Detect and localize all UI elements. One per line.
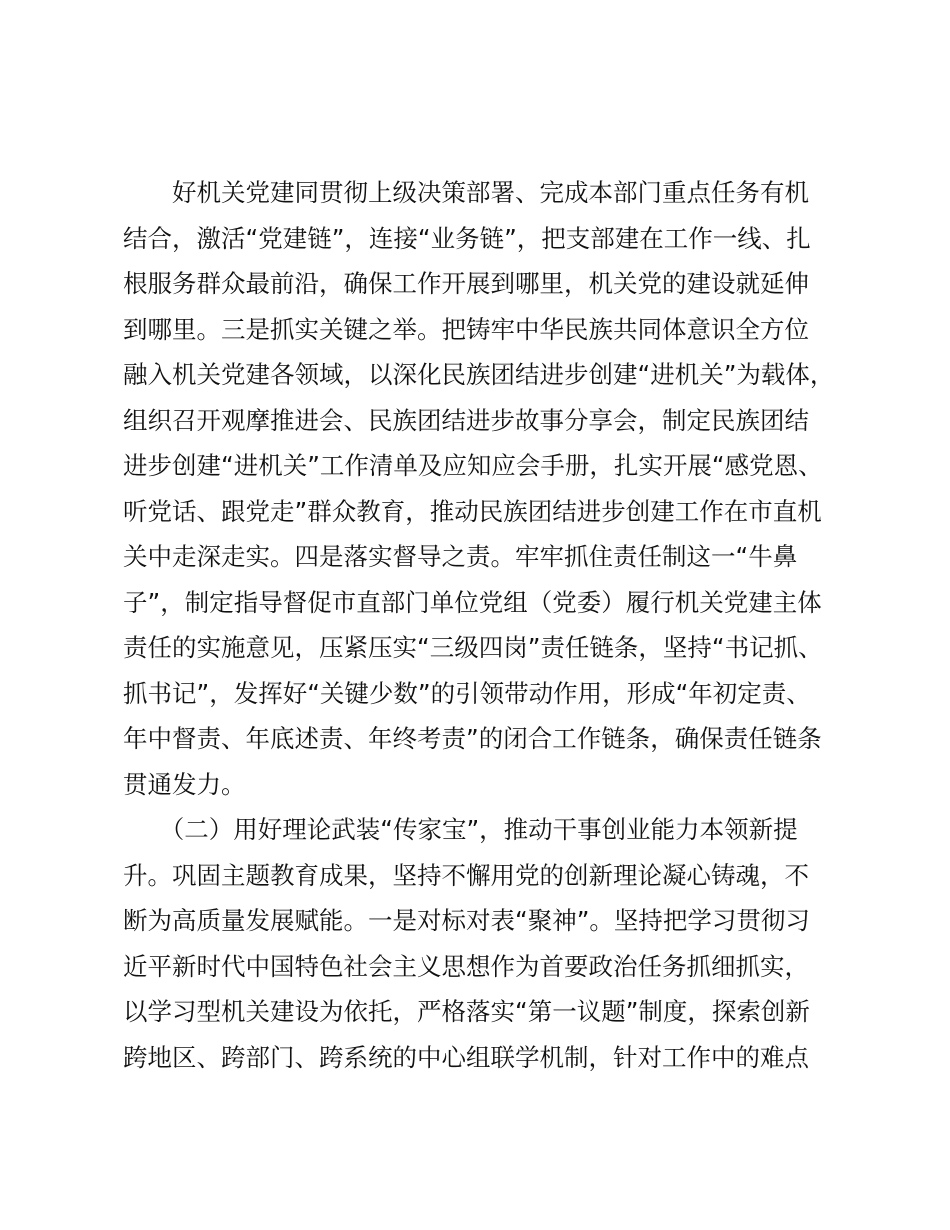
section-heading-line: （二）用好理论武装“传家宝”，推动干事创业能力本领新提 (123, 815, 798, 844)
text-line: 跨地区、跨部门、跨系统的中心组联学机制，针对工作中的难点 (123, 1042, 809, 1072)
text-line: 好机关党建同贯彻上级决策部署、完成本部门重点任务有机 (123, 178, 809, 207)
text-line: 升。巩固主题教育成果，坚持不懈用党的创新理论凝心铸魂，不 (123, 860, 809, 890)
text-line: 结合，激活“党建链”，连接“业务链”，把支部建在工作一线、扎 (123, 223, 811, 253)
text-line: 进步创建“进机关”工作清单及应知应会手册，扎实开展“感党恩、 (123, 451, 823, 480)
text-line: 近平新时代中国特色社会主义思想作为首要政治任务抓细抓实， (123, 951, 809, 981)
text-line: 关中走深走实。四是落实督导之责。牢牢抓住责任制这一“牛鼻 (123, 542, 798, 571)
text-line: 子”，制定指导督促市直部门单位党组（党委）履行机关党建主体 (123, 587, 822, 617)
document-body (123, 170, 843, 1080)
text-line: 年中督责、年底述责、年终考责”的闭合工作链条，确保责任链条 (123, 724, 822, 753)
text-line: 以学习型机关建设为依托，严格落实“第一议题”制度，探索创新 (123, 997, 810, 1026)
text-line: 根服务群众最前沿，确保工作开展到哪里，机关党的建设就延伸 (123, 269, 809, 298)
text-line: 抓书记”，发挥好“关键少数”的引领带动作用，形成“年初定责、 (123, 678, 811, 708)
text-line: 组织召开观摩推进会、民族团结进步故事分享会，制定民族团结 (123, 405, 809, 435)
text-line: 到哪里。三是抓实关键之举。把铸牢中华民族共同体意识全方位 (123, 314, 809, 344)
text-line: 贯通发力。 (123, 769, 246, 799)
text-line: 融入机关党建各领域，以深化民族团结进步创建“进机关”为载体， (123, 360, 835, 389)
text-line: 责任的实施意见，压紧压实“三级四岗”责任链条，坚持“书记抓、 (123, 633, 823, 662)
text-line: 听党话、跟党走”群众教育，推动民族团结进步创建工作在市直机 (123, 496, 822, 526)
text-line: 断为高质量发展赋能。一是对标对表“聚神”。坚持把学习贯彻习 (123, 906, 810, 935)
